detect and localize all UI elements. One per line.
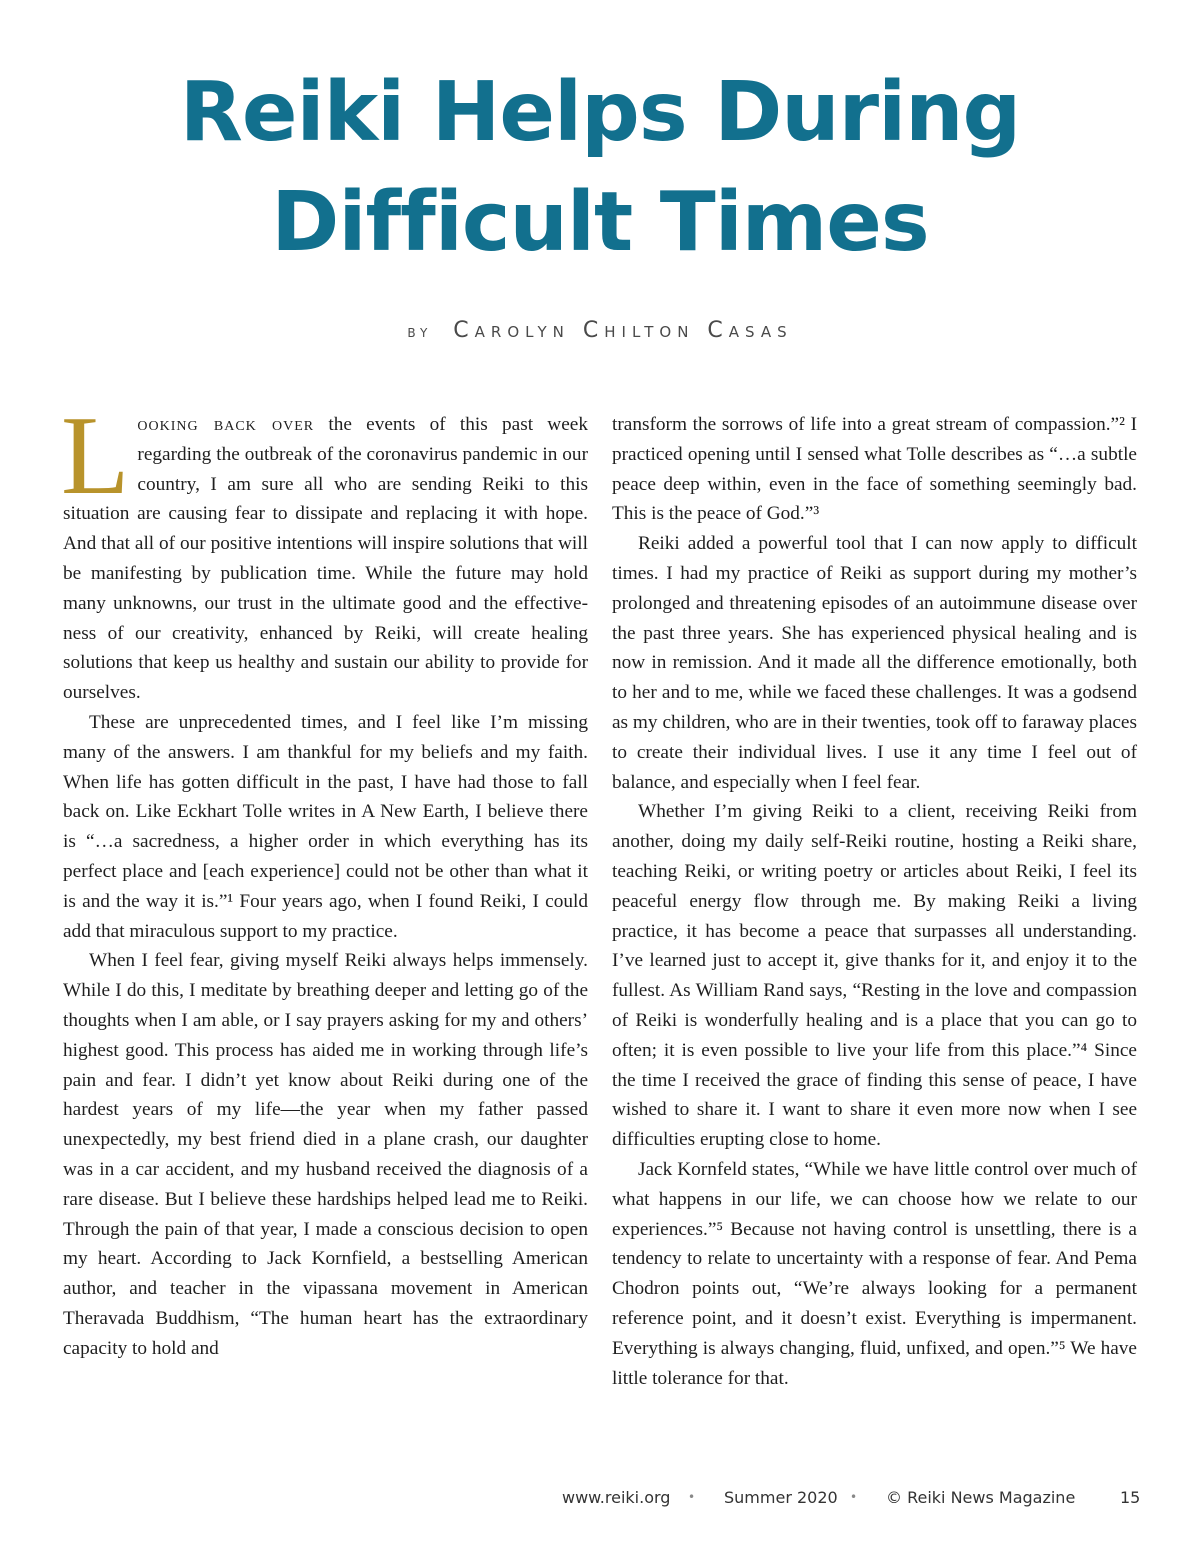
byline: [0, 318, 1200, 343]
title-line-2: Difficult Times: [271, 175, 929, 270]
lead-in: ooking back over: [137, 414, 315, 435]
byline-prefix: by: [407, 322, 433, 342]
page-number: 15: [1120, 1488, 1141, 1507]
article-title: [0, 58, 1200, 278]
paragraph: Whether I’m giving Reiki to a client, receiving Reiki from another, doing my daily self-Reiki routine, hosting a Reiki share, teaching Reiki, or writing poetry or articles about Reiki, I feel its peaceful energy flow through me. By making Reiki a living practice, it has become a peace that surpasses all understanding. I’ve learned just to accept it, give thanks for it, and enjoy it to the fullest. As William Rand says, “Resting in the love and compassion of Reiki is wonderfully healing and is a place that you can go to often; it is even possible to live your life from this place.”⁴ Since the time I received the grace of finding this sense of peace, I have wished to share it. I want to share it even more now when I see difficulties erupting close to home.: [612, 801, 1137, 1151]
paragraph-text: the events of this past week regarding the outbreak of the coronavirus pandemic in our country, I am sure all who are sending Reiki to this situation are causing fear to dissipate and replacing it with hope. And that all of our positive intentions will inspire solutions that will be manifesting by publication time. While the future may hold many unknowns, our trust in the ultimate good and the effectiveness of our creativity, enhanced by Reiki, will create healing solutions that keep us healthy and sustain our ability to provide for ourselves.: [63, 414, 588, 704]
left-column: [61, 394, 588, 1364]
paragraph: When I feel fear, giving myself Reiki always helps immensely. While I do this, I meditate by breathing deeper and letting go of the thoughts when I am able, or I say prayers asking for my and others’ highest good. This process has aided me in working through life’s pain and fear. I didn’t yet know about Reiki during one of the hardest years of my life—the year when my father passed unexpectedly, my best friend died in a plane crash, our daughter was in a car accident, and my husband received the diagnosis of a rare disease. But I believe these hardships helped lead me to Reiki. Through the pain of that year, I made a conscious decision to open my heart. According to Jack Kornfield, a bestselling American author, and teacher in the vipassana movement in American Theravada Buddhism, “The human heart has the extraordinary capacity to hold and: [63, 950, 588, 1359]
footer-separator: •: [850, 1490, 858, 1504]
footer-website: www.reiki.org: [562, 1488, 671, 1507]
paragraph: Jack Kornfeld states, “While we have little control over much of what happens in our life, we can choose how we relate to our experiences.”⁵ Because not having control is unsettling, there is a tendency to relate to uncertainty with a response of fear. And Pema Chodron points out, “We’re always looking for a permanent reference point, and it doesn’t exist. Everything is impermanent. Everything is always changing, fluid, unfixed, and open.”⁵ We have little tolerance for that.: [612, 1158, 1137, 1389]
page-footer: [0, 1488, 1200, 1512]
paragraph: transform the sorrows of life into a great stream of compassion.”² I practiced opening until I sensed what Tolle describes as “…a subtle peace deep within, even in the face of something seemingly bad. This is the peace of God.”³: [612, 414, 1137, 525]
footer-publication: © Reiki News Magazine: [886, 1488, 1076, 1507]
drop-cap: L: [61, 394, 130, 518]
footer-issue: Summer 2020: [724, 1488, 838, 1507]
paragraph: Reiki added a powerful tool that I can now apply to difficult times. I had my practice of Reiki as support during my mother’s prolonged and threatening episodes of an autoimmune disease over the past three years. She has experienced physical healing and is now in remission. And it made all the difference emotionally, both to her and to me, while we faced these challenges. It was a godsend as my children, who are in their twenties, took off to faraway places to create their individual lives. I use it any time I feel out of balance, and especially when I feel fear.: [612, 533, 1137, 793]
paragraph: These are unprecedented times, and I feel like I’m missing many of the answers. I am thankful for my beliefs and my faith. When life has gotten difficult in the past, I have had those to fall back on. Like Eckhart Tolle writes in A New Earth, I believe there is “…a sacredness, a higher order in which everything has its perfect place and [each experience] could not be other than what it is and the way it is.”¹ Four years ago, when I found Reiki, I could add that miraculous support to my practice.: [63, 711, 588, 942]
title-line-1: Reiki Helps During: [179, 65, 1021, 160]
author-name: Carolyn Chilton Casas: [453, 318, 793, 343]
footer-separator: •: [688, 1490, 696, 1504]
paragraph: [61, 394, 588, 708]
right-column: [612, 410, 1137, 1393]
